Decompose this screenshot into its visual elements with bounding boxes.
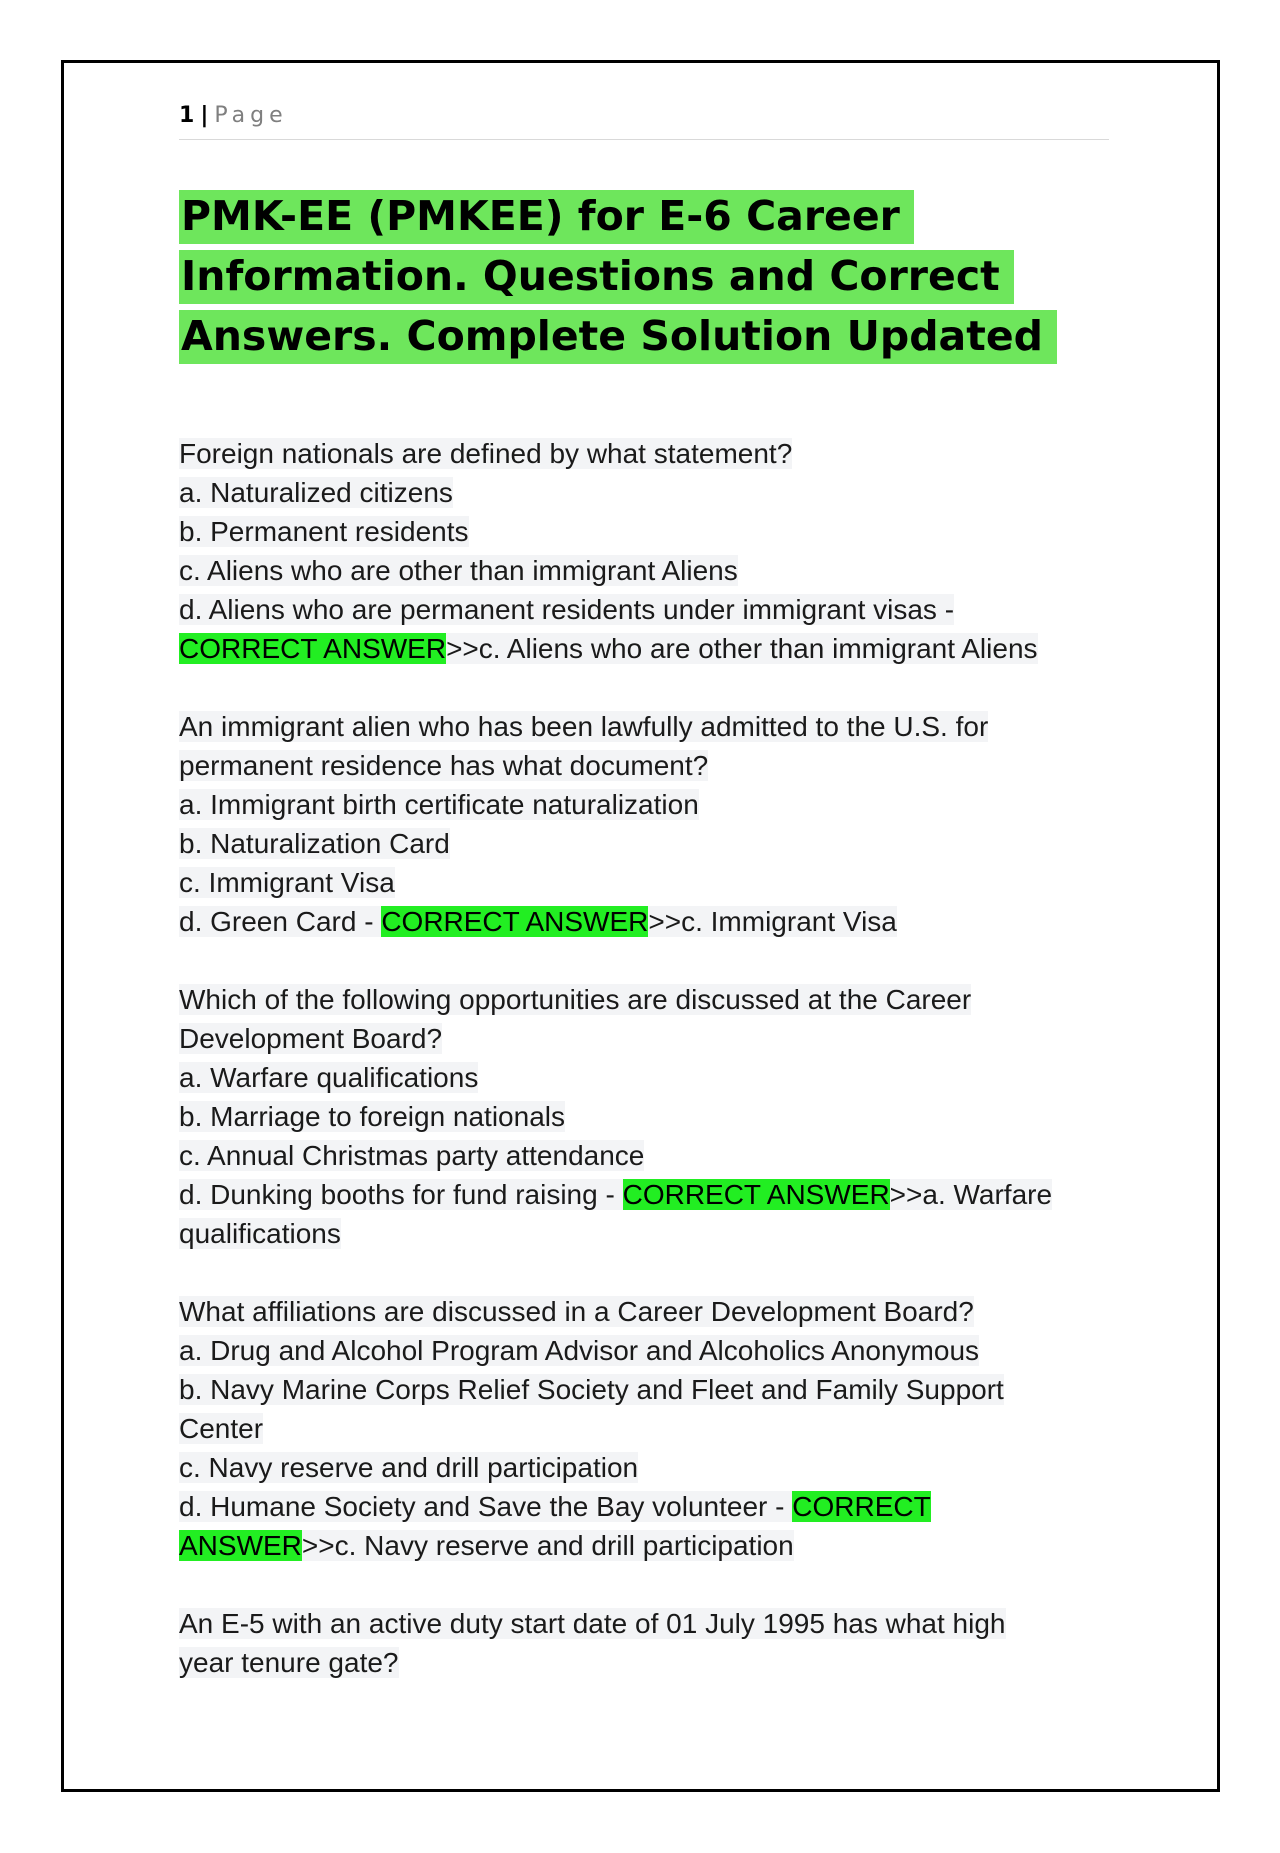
correct-answer-text: >>c. Navy reserve and drill participation [301,1530,794,1561]
question-text: An E-5 with an active duty start date of 01 July 1995 has what high [179,1608,1006,1639]
page-number: 1 [179,103,195,128]
option-c: c. Navy reserve and drill participation [179,1452,639,1483]
document-page [61,60,1220,1792]
option-b: b. Marriage to foreign nationals [179,1101,565,1132]
correct-answer-text: >>a. Warfare [889,1179,1053,1210]
question-text: An immigrant alien who has been lawfully admitted to the U.S. for [179,711,989,742]
option-a: a. Naturalized citizens [179,477,453,508]
page-separator: | [200,103,209,128]
question-text: Development Board? [179,1023,443,1054]
title-line: PMK-EE (PMKEE) for E-6 Career [179,190,914,244]
option-c: c. Immigrant Visa [179,867,395,898]
option-c: c. Annual Christmas party attendance [179,1140,645,1171]
question-text: What affiliations are discussed in a Career Development Board? [179,1296,974,1327]
page-header [179,93,1109,140]
question-block [179,980,1119,1253]
option-b: b. Navy Marine Corps Relief Society and Fleet and Family Support [179,1374,1004,1405]
page-label: Page [214,103,288,128]
correct-answer-label: ANSWER [179,1530,302,1561]
correct-answer-label: CORRECT ANSWER [622,1179,890,1210]
title-line: Information. Questions and Correct [179,250,1014,304]
option-c: c. Aliens who are other than immigrant Aliens [179,555,738,586]
option-b: b. Naturalization Card [179,828,450,859]
option-d: d. Dunking booths for fund raising - [179,1179,623,1210]
correct-answer-label: CORRECT ANSWER [179,633,447,664]
option-a: a. Immigrant birth certificate naturalization [179,789,699,820]
question-block [179,1604,1119,1682]
correct-answer-text: >>c. Immigrant Visa [648,906,897,937]
option-b: b. Permanent residents [179,516,469,547]
title-line: Answers. Complete Solution Updated [179,310,1057,364]
option-d: d. Aliens who are permanent residents under immigrant visas - [179,594,955,625]
question-text: permanent residence has what document? [179,750,709,781]
option-d: d. Humane Society and Save the Bay volunteer - [179,1491,793,1522]
question-text: year tenure gate? [179,1647,399,1678]
document-title [179,186,1109,366]
option-d: d. Green Card - [179,906,382,937]
question-block [179,434,1119,668]
option-a: a. Warfare qualifications [179,1062,479,1093]
option-b: Center [179,1413,264,1444]
option-a: a. Drug and Alcohol Program Advisor and Alcoholics Anonymous [179,1335,980,1366]
correct-answer-text: qualifications [179,1218,341,1249]
correct-answer-label: CORRECT [792,1491,931,1522]
correct-answer-label: CORRECT ANSWER [381,906,649,937]
question-text: Foreign nationals are defined by what statement? [179,438,793,469]
question-block [179,707,1119,941]
question-text: Which of the following opportunities are discussed at the Career [179,984,972,1015]
correct-answer-text: >>c. Aliens who are other than immigrant Aliens [446,633,1038,664]
questions-list [179,434,1119,1721]
question-block [179,1292,1119,1565]
